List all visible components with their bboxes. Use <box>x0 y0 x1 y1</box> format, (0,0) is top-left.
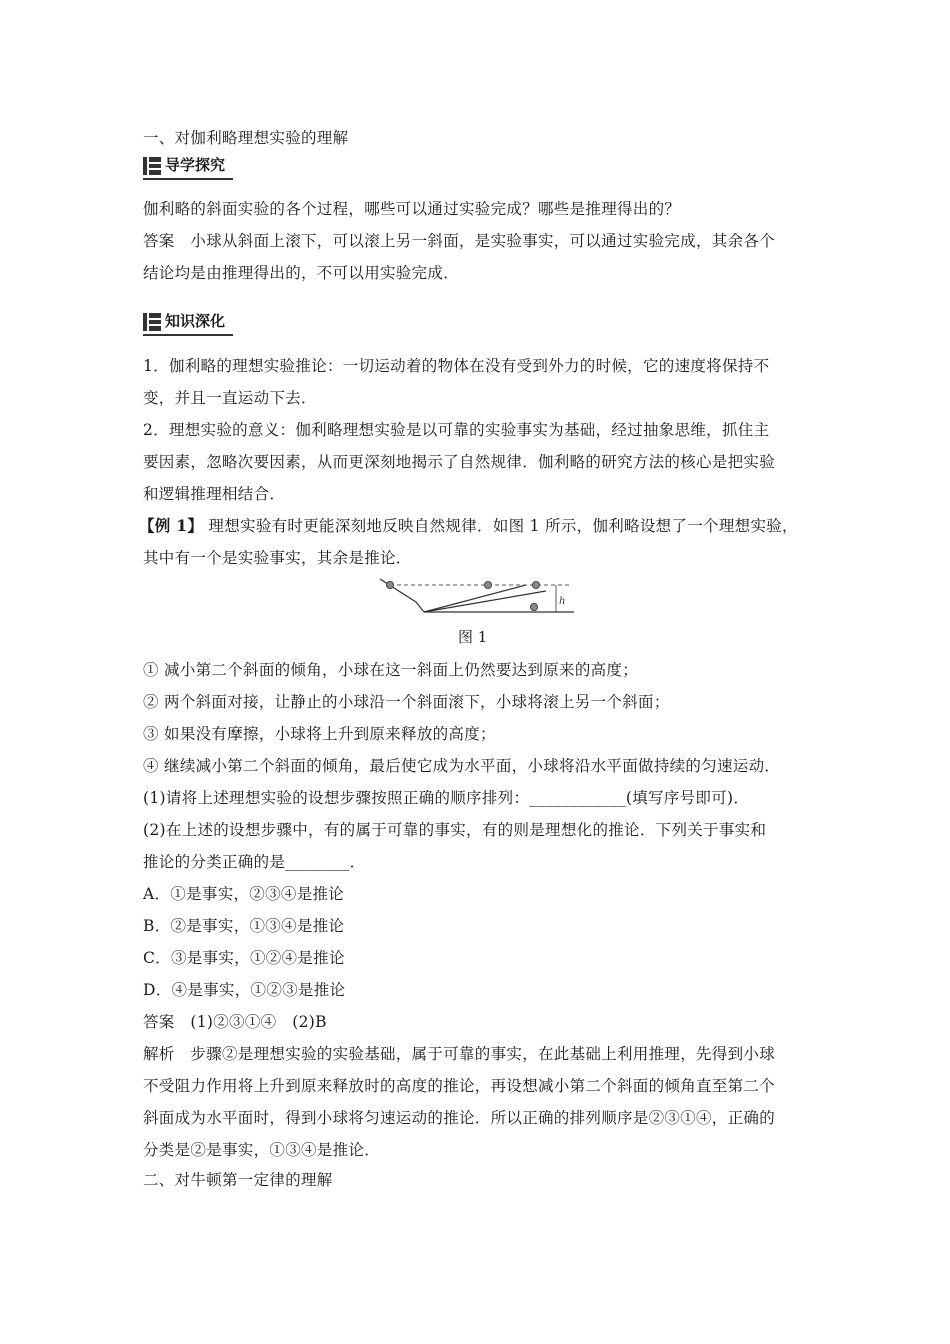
guide-section-bar <box>143 154 233 178</box>
example-intro <box>139 516 798 536</box>
analysis-line: 不受阻力作用将上升到原来释放时的高度的推论，再设想减小第二个斜面的倾角直至第二个 <box>143 1077 776 1095</box>
knowledge-point-2: 和逻辑推理相结合． <box>143 485 286 503</box>
knowledge-section-rule <box>143 334 233 336</box>
option-a: A．①是事实，②③④是推论 <box>143 885 345 903</box>
step-statement: ② 两个斜面对接，让静止的小球沿一个斜面滚下，小球将滚上另一个斜面； <box>143 693 670 711</box>
section-2-heading: 二、对牛顿第一定律的理解 <box>143 1171 333 1189</box>
option-d: D．④是事实，①②③是推论 <box>143 981 346 999</box>
analysis-line: 分类是②是事实，①③④是推论． <box>143 1141 381 1159</box>
example-tag: 【例 1】 <box>139 516 204 535</box>
incline-diagram <box>376 577 576 617</box>
step-statement: ③ 如果没有摩擦，小球将上升到原来释放的高度； <box>143 725 496 743</box>
guide-answer-line: 答案 小球从斜面上滚下，可以滚上另一斜面，是实验事实，可以通过实验完成，其余各个 <box>143 232 776 250</box>
example-text: 理想实验有时更能深刻地反映自然规律．如图 1 所示，伽利略设想了一个理想实验， <box>208 517 798 535</box>
question-1: (1)请将上述理想实验的设想步骤按照正确的顺序排列：____________(填写序号即可)． <box>143 789 750 807</box>
guide-section-rule <box>143 178 233 180</box>
analysis-line: 斜面成为水平面时，得到小球将匀速运动的推论．所以正确的排列顺序是②③①④，正确的 <box>143 1109 776 1127</box>
knowledge-section-label: 知识深化 <box>165 312 226 330</box>
knowledge-section-bar <box>143 310 233 334</box>
knowledge-point-1: 变，并且一直运动下去． <box>143 389 317 407</box>
section-marker-icon <box>143 157 161 175</box>
knowledge-point-1: 1．伽利略的理想实验推论：一切运动着的物体在没有受到外力的时候，它的速度将保持不 <box>143 357 770 375</box>
step-statement: ① 减小第二个斜面的倾角，小球在这一斜面上仍然要达到原来的高度； <box>143 661 639 679</box>
example-text: 其中有一个是实验事实，其余是推论． <box>143 549 412 567</box>
section-marker-icon <box>143 313 161 331</box>
knowledge-point-2: 要因素，忽略次要因素，从而更深刻地揭示了自然规律．伽利略的研究方法的核心是把实验 <box>143 453 776 471</box>
guide-section-label: 导学探究 <box>165 156 226 174</box>
knowledge-point-2: 2．理想实验的意义：伽利略理想实验是以可靠的实验事实为基础，经过抽象思维，抓住主 <box>143 421 770 439</box>
question-2: 推论的分类正确的是________． <box>143 853 366 871</box>
guide-answer-line: 结论均是由推理得出的，不可以用实验完成． <box>143 264 460 282</box>
section-1-heading: 一、对伽利略理想实验的理解 <box>143 129 349 147</box>
guide-question: 伽利略的斜面实验的各个过程，哪些可以通过实验完成？哪些是推理得出的？ <box>143 200 681 218</box>
height-label: h <box>559 596 566 607</box>
example-answer: 答案 (1)②③①④ (2)B <box>143 1013 327 1031</box>
option-c: C．③是事实，①②④是推论 <box>143 949 345 967</box>
question-2: (2)在上述的设想步骤中，有的属于可靠的事实，有的则是理想化的推论．下列关于事实和 <box>143 821 767 839</box>
option-b: B．②是事实，①③④是推论 <box>143 917 345 935</box>
analysis-line: 解析 步骤②是理想实验的实验基础，属于可靠的事实，在此基础上利用推理，先得到小球 <box>143 1045 776 1063</box>
step-statement: ④ 继续减小第二个斜面的倾角，最后使它成为水平面，小球将沿水平面做持续的匀速运动． <box>143 757 781 775</box>
figure-caption: 图 1 <box>458 628 488 646</box>
